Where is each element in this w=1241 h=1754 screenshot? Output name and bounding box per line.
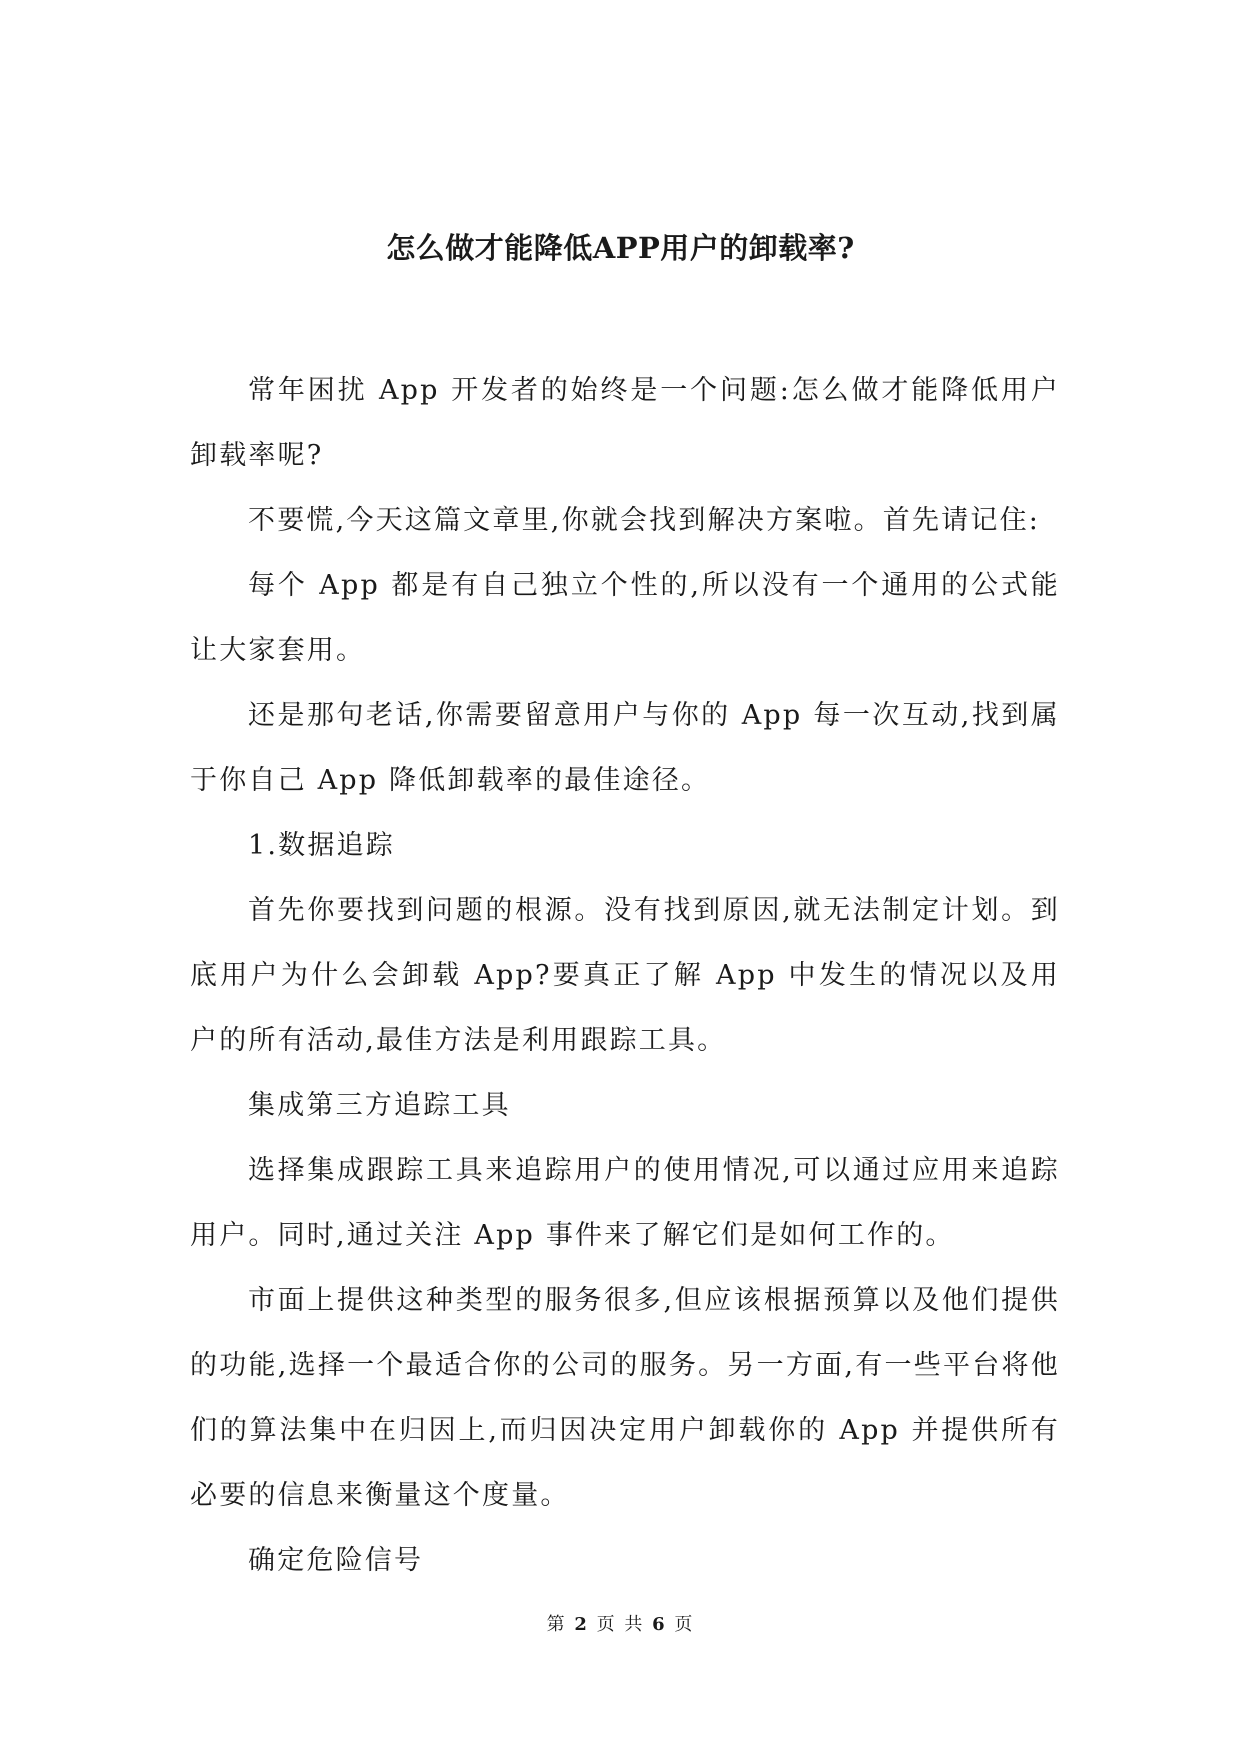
- current-page-number: 2: [574, 1614, 589, 1635]
- paragraph: 选择集成跟踪工具来追踪用户的使用情况,可以通过应用来追踪用户。同时,通过关注 App 事件来了解它们是如何工作的。: [190, 1155, 1060, 1251]
- section-heading: 1.数据追踪: [248, 830, 395, 861]
- footer-prefix: 第: [546, 1614, 567, 1635]
- paragraph: 市面上提供这种类型的服务很多,但应该根据预算以及他们提供的功能,选择一个最适合你的公司的服务。另一方面,有一些平台将他们的算法集中在归因上,而归因决定用户卸载你的 App 并提供所有必要的信息来衡量这个度量。: [190, 1285, 1060, 1511]
- total-page-number: 6: [652, 1614, 667, 1635]
- document-body: [190, 358, 1060, 1593]
- paragraph: 不要慌,今天这篇文章里,你就会找到解决方案啦。首先请记住:: [248, 505, 1041, 536]
- subsection-heading: 集成第三方追踪工具: [248, 1090, 511, 1121]
- paragraph: 首先你要找到问题的根源。没有找到原因,就无法制定计划。到底用户为什么会卸载 App?要真正了解 App 中发生的情况以及用户的所有活动,最佳方法是利用跟踪工具。: [190, 895, 1060, 1056]
- paragraph: 常年困扰 App 开发者的始终是一个问题:怎么做才能降低用户卸载率呢?: [190, 375, 1060, 471]
- paragraph: 还是那句老话,你需要留意用户与你的 App 每一次互动,找到属于你自己 App 降低卸载率的最佳途径。: [190, 700, 1060, 796]
- subsection-heading: 确定危险信号: [248, 1545, 424, 1576]
- footer-suffix: 页: [674, 1614, 695, 1635]
- page-footer: [0, 1612, 1241, 1638]
- document-title: 怎么做才能降低APP用户的卸载率?: [386, 231, 855, 265]
- paragraph: 每个 App 都是有自己独立个性的,所以没有一个通用的公式能让大家套用。: [190, 570, 1060, 666]
- footer-middle: 页 共: [596, 1614, 645, 1635]
